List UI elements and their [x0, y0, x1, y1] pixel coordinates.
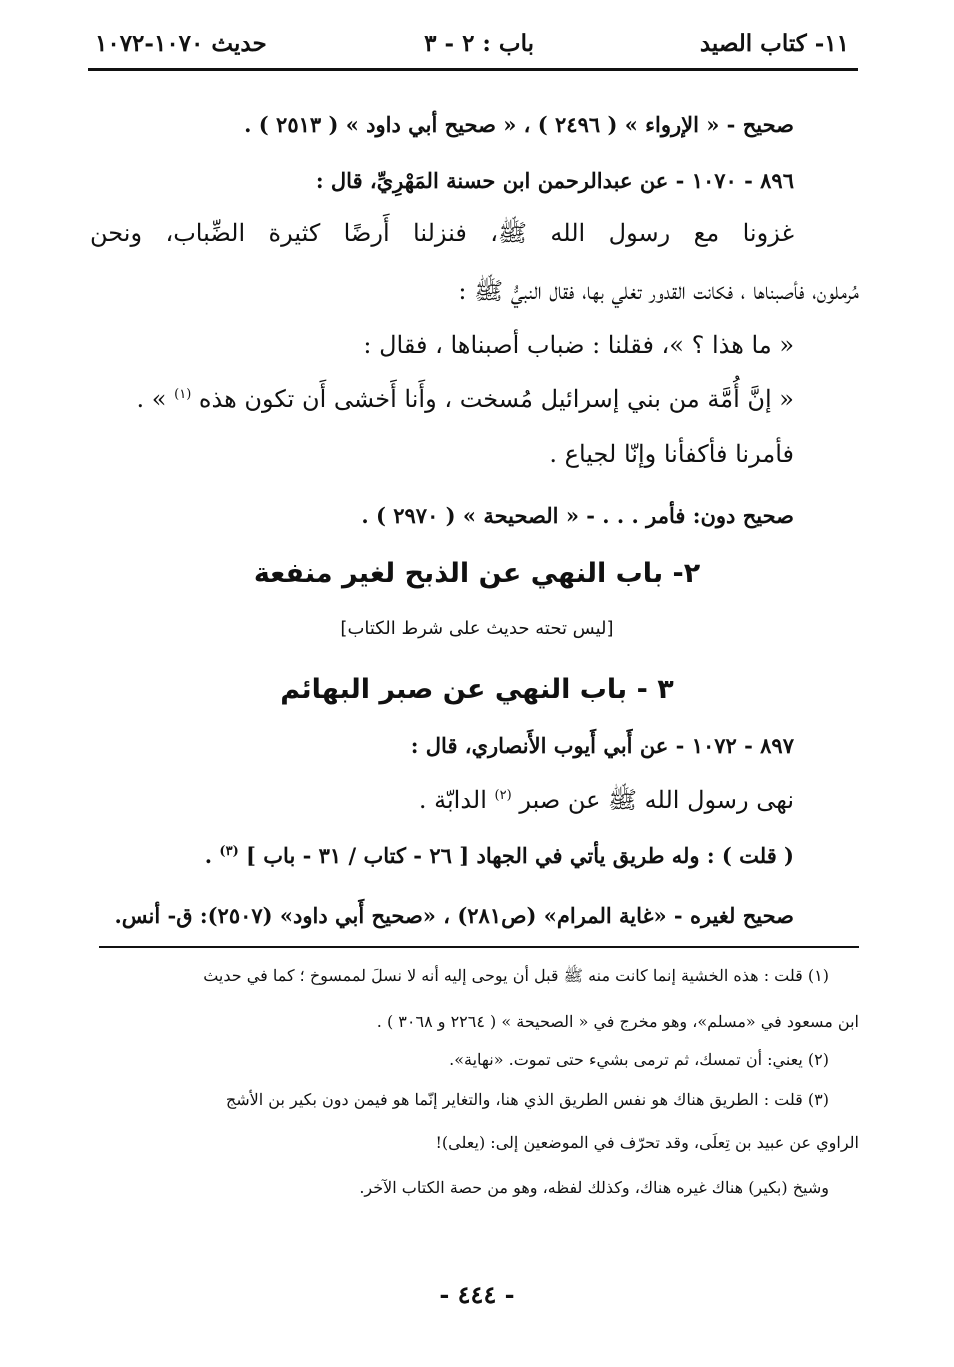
hadith-896-text-line: « ما هذا ؟ »، فقلنا : ضباب أصبناها ، فقال : [363, 331, 794, 359]
footnote-line: (٢) يعني: أن تمسك، ثم ترمى بشيء حتى تموت. «نهاية». [449, 1050, 829, 1069]
comment-text: . [204, 843, 213, 868]
header-section: باب : ٢ - ٣ [424, 30, 534, 57]
footnote-marker: (١) [174, 387, 192, 402]
header-chapter: ١١- كتاب الصيد [699, 30, 849, 57]
footnote-marker: (٣) [219, 844, 239, 859]
hadith-897-heading: ٨٩٧ - ١٠٧٢ - عن أَبي أَيوب الأَنصاري، قال : [410, 733, 794, 758]
hadith-896-text-line: مُرملون، فأصبناها ، فكانت القدور تغلي بها، فقال النبيُّ ﷺ : [458, 277, 859, 305]
footnote-line: ابن مسعود في «مسلم»، وهو مخرج في « الصحيحة » ( ٢٢٦٤ و ٣٠٦٨ ) . [376, 1012, 859, 1031]
hadith-896-heading: ٨٩٦ - ١٠٧٠ - عن عبدالرحمن ابن حسنة المَهْرِيِّ، قال : [315, 168, 794, 193]
hadith-text: الدابّة . [418, 786, 487, 814]
grading-line: صحيح دون: فأمر . . . - « الصحيحة » ( ٢٩٧٠ ) . [361, 503, 794, 528]
footnote-line: وشيخ (بكير) هناك غيره هناك، وكذلك لفظه، وهو من حصة الكتاب الآخر. [359, 1178, 829, 1197]
hadith-897-text-line [419, 785, 794, 820]
chapter-title: ٢- باب النهي عن الذبح لغير منفعة [253, 558, 701, 589]
footnote-separator [99, 946, 859, 948]
hadith-896-text-line: فأمرنا فأكفأنا وإنّا لجياع . [549, 440, 794, 468]
page-number: - ٤٤٤ - [439, 1280, 515, 1309]
footnote-marker: (٢) [494, 788, 512, 803]
grading-line: صحيح لغيره - «غاية المرام» (ص٢٨١) ، «صحيح أَبي داود» (٢٥٠٧): ق- أنس. [114, 903, 794, 928]
grading-line: صحيح - « الإرواء » ( ٢٤٩٦ ) ، « صحيح أبي داود » ( ٢٥١٣ ) . [244, 112, 794, 137]
hadith-896-text-line [137, 385, 794, 413]
footnote-line: الراوي عن عبيد بن تِعلَى، وقد تحرّف في الموضعين إلى: (يعلى)! [435, 1133, 859, 1152]
chapter-title: ٣ - باب النهي عن صبر البهائم [280, 674, 674, 705]
footnote-line: (١) قلت : هذه الخشية إنما كانت منه ﷺ قبل أن يوحى إليه أنه لا نسلَ لممسوخ ؛ كما في حديث [203, 966, 829, 985]
header-hadith-range: حديث ١٠٧٠-١٠٧٢ [95, 30, 267, 57]
header-rule [88, 68, 858, 71]
hadith-896-text-line: غزونا مع رسول الله ﷺ، فنزلنا أَرضًا كثيرة الضِّباب، ونحن [90, 219, 794, 247]
hadith-text: « إنَّ أُمَّة من بني إسرائيل مُسخت ، وأَنا أَخشى أَن تكون هذه [198, 385, 794, 413]
chapter-note: [ليس تحته حديث على شرط الكتاب] [340, 618, 614, 639]
hadith-text: » . [136, 385, 167, 413]
footnote-line: (٣) قلت : الطريق هناك هو نفس الطريق الذي هنا، والتغاير إنّما هو فيمن دون بكير بن الأشج [225, 1090, 829, 1109]
hadith-text: نهى رسول الله ﷺ عن صبر [519, 786, 794, 814]
editor-comment [205, 843, 794, 868]
comment-text: ( قلت ) : وله طريق يأتي في الجهاد [ ٢٦ - كتاب / ٣١ - باب ] [246, 843, 794, 868]
